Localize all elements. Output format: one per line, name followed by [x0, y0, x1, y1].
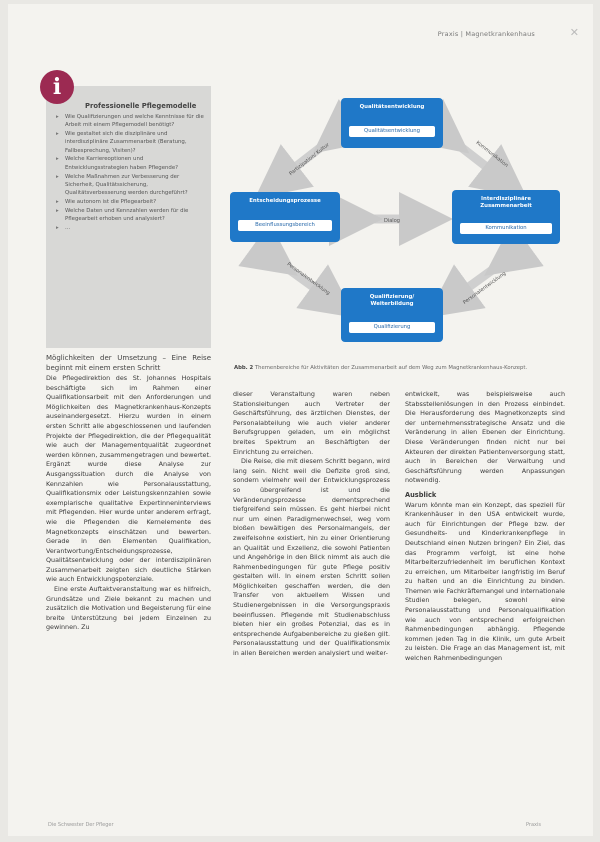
node-subtitle: Beeinflussungsbereich	[238, 220, 332, 231]
figure-caption-text: Themenbereiche für Aktivitäten der Zusammenarbeit auf dem Weg zum Magnetkrankenhaus-Konzept.	[254, 365, 528, 371]
paragraph: Die Pflegedirektion des St. Johannes Hospitals beschäftigte sich im Rahmen einer Qualifikationsarbeit mit den Anforderungen und Möglichkeiten des Magnetkrankenhaus-Konzepts auseinandergesetzt. Hierzu wurden in einem ersten Schritt alle abgeschlossenen und laufenden Projekte der Pflegedirektion, die der Pflegequalität wie auch der Managementqualität zugeordnet werden können, zusammengetragen und bewertet. Ergänzt wurde diese Analyse zur Ausgangssituation durch die Analyse von Kennzahlen wie Personalausstattung, Qualifikationsmix oder Leistungskennzahlen sowie exemplarische qualitative Expertinneninterviews mit Pflegenden. Hier wurde unter anderem erfragt, wie die Pflegenden die Kernelemente des Magnetkonzepts einschätzen und bewerten. Gerade in den Elementen Qualifikation, Verantwortung/Entscheidungsprozesse, Qualitätsentwicklung oder der interdisziplinären Zusammenarbeit zeigten sich deutliche Stärken wie auch Entwicklungspotenziale.	[46, 374, 211, 584]
arrow-label-bottom-right: Personalentwicklung	[462, 270, 508, 306]
footer-right: Praxis	[526, 822, 541, 828]
running-head: Praxis | Magnetkrankenhaus	[437, 30, 535, 38]
info-list-item: ▸ ...	[56, 224, 206, 232]
figure-caption	[234, 365, 569, 371]
info-list-item: ▸ Welche Daten und Kennzahlen werden für die Pflegearbeit erhoben und analysiert?	[56, 207, 206, 224]
info-icon: i	[40, 70, 74, 104]
section-heading: Möglichkeiten der Umsetzung – Eine Reise beginnt mit einem ersten Schritt	[46, 354, 211, 372]
node-title: Entscheidungsprozesse	[249, 198, 321, 204]
arrow-label-top-right: Kommunikation	[474, 140, 510, 169]
info-list-item: ▸ Wie autonom ist die Pflegearbeit?	[56, 198, 206, 206]
node-qualifizierung-weiterbildung	[341, 288, 443, 342]
paragraph: dieser Veranstaltung waren neben Stationsleitungen auch Vertreter der Geschäftsführung, des ärztlichen Dienstes, der Personalabteilung wie auch vieler anderer Berufsgruppen geladen, um ein möglichst breites Spektrum an Beschäftigten der Einrichtung zu erreichen.	[233, 390, 390, 456]
paragraph: Die Reise, die mit diesem Schritt begann, wird lang sein. Nicht weil die Defizite groß sind, sondern vielmehr weil der Entwicklungsprozess so übergreifend ist und die Veränderungsprozesse dementsprechend tiefgreifend sein müssen. Es geht hierbei nicht nur um einen Paradigmenwechsel, weg vom bloßen bewältigen des Personalmangels, der zweifelsohne existiert, hin zu einer Orientierung an Qualität und Exzellenz, die sowohl Patienten und Angehörige in den Blick nimmt als auch die Rahmenbedingungen für gute Pflege positiv gestalten will. In einem ersten Schritt sollen Möglichkeiten geschaffen werden, die den Transfer von aktuellem Wissen und Studienergebnissen in die Versorgungspraxis beeinflussen. Pflegende mit Studienabschluss bieten hier ein großes Potenzial, das es in entsprechende Aufgabenbereiche zu gießen gilt. Personalausstattung und der Qualifikationsmix in allen Bereichen werden analysiert und weiter-	[233, 457, 390, 658]
node-title: Qualifizierung/ Weiterbildung	[369, 294, 415, 307]
info-list-item: ▸ Wie Qualifizierungen und welche Kenntnisse für die Arbeit mit einem Pflegemodell benötigt?	[56, 113, 206, 130]
node-subtitle: Qualitätsentwicklung	[349, 126, 435, 137]
info-list-item: ▸ Wie gestaltet sich die disziplinäre und interdisziplinäre Zusammenarbeit (Beratung, Fallbesprechung, Visiten)?	[56, 130, 206, 155]
info-box-title: Professionelle Pflegemodelle	[85, 102, 197, 110]
document-page	[8, 4, 593, 836]
figure-diagram	[216, 82, 564, 354]
text-column-1	[46, 354, 211, 633]
info-list-item: ▸ Welche Karriereoptionen und Entwicklungsstrategien haben Pflegende?	[56, 155, 206, 172]
text-column-2	[233, 390, 390, 659]
node-title: Interdisziplinäre Zusammenarbeit	[480, 196, 532, 209]
corner-mark: ✕	[569, 26, 579, 39]
info-list-item: ▸ Welche Maßnahmen zur Verbesserung der Sicherheit, Qualitätssicherung, Qualitätsverbesserung werden durchgeführt?	[56, 173, 206, 198]
node-subtitle: Kommunikation	[460, 223, 552, 234]
paragraph: Warum könnte man ein Konzept, das speziell für Krankenhäuser in den USA entwickelt wurde, auch für Einrichtungen der Pflege bzw. der Gesundheits- und Kinderkrankenpflege in Deutschland einen Nutzen bringen? Ein Ziel, das das Programm verfolgt, ist eine hohe Mitarbeiterzufriedenheit im beruflichen Kontext zu erreichen, um Mitarbeiter langfristig im Beruf zu halten und an die Einrichtung zu binden. Themen wie Fachkräftemangel und internationale Studien belegen, sowohl eine Personalausstattung und Personalqualifikation wie auch von entsprechend erfolgreichen Rahmenbedingungen abhängig. Pflegende kommen jeden Tag in die Klinik, um gute Arbeit zu leisten. Die Frage an das Management ist, mit welchen Rahmenbedingungen	[405, 500, 565, 663]
info-list	[56, 113, 206, 233]
paragraph: Eine erste Auftaktveranstaltung war es hilfreich, Grundsätze und Ziele bekannt zu machen und zusätzlich die Motivation und Begeisterung für eine breite Unterstützung bei jedem Einzelnen zu gewinnen. Zu	[46, 585, 211, 632]
node-qualitaetsentwicklung	[341, 98, 443, 148]
node-interdisziplinaere-zusammenarbeit	[452, 190, 560, 244]
text-column-3	[405, 390, 565, 664]
node-title: Qualitätsentwicklung	[359, 104, 425, 110]
node-subtitle: Qualifizierung	[349, 322, 435, 333]
arrow-bottom-left	[276, 260, 334, 302]
node-entscheidungsprozesse	[230, 192, 340, 242]
arrow-label-top-left: Partizipation/ Kultur	[288, 142, 331, 178]
arrow-label-bottom-left: Personalentwicklung	[285, 261, 331, 297]
figure-caption-label: Abb. 2	[234, 365, 254, 371]
footer-left: Die Schwester Der Pfleger	[48, 822, 114, 828]
arrow-label-middle: Dialog	[384, 218, 400, 224]
section-subheading: Ausblick	[405, 490, 437, 499]
paragraph: entwickelt, was beispielsweise auch Stabsstellenlösungen in den Prozess einbindet. Die Herausforderung des Magnetkonzepts sind der unternehmensstrategische Ansatz und die Veränderung in allen Ebenen der Einrichtung. Diese Veränderungen finden nicht nur bei Akteuren der direkten Patientenversorgung statt, auch in Bereichen der Verwaltung und Geschäftsführung werden Anpassungen notwendig.	[405, 390, 565, 485]
